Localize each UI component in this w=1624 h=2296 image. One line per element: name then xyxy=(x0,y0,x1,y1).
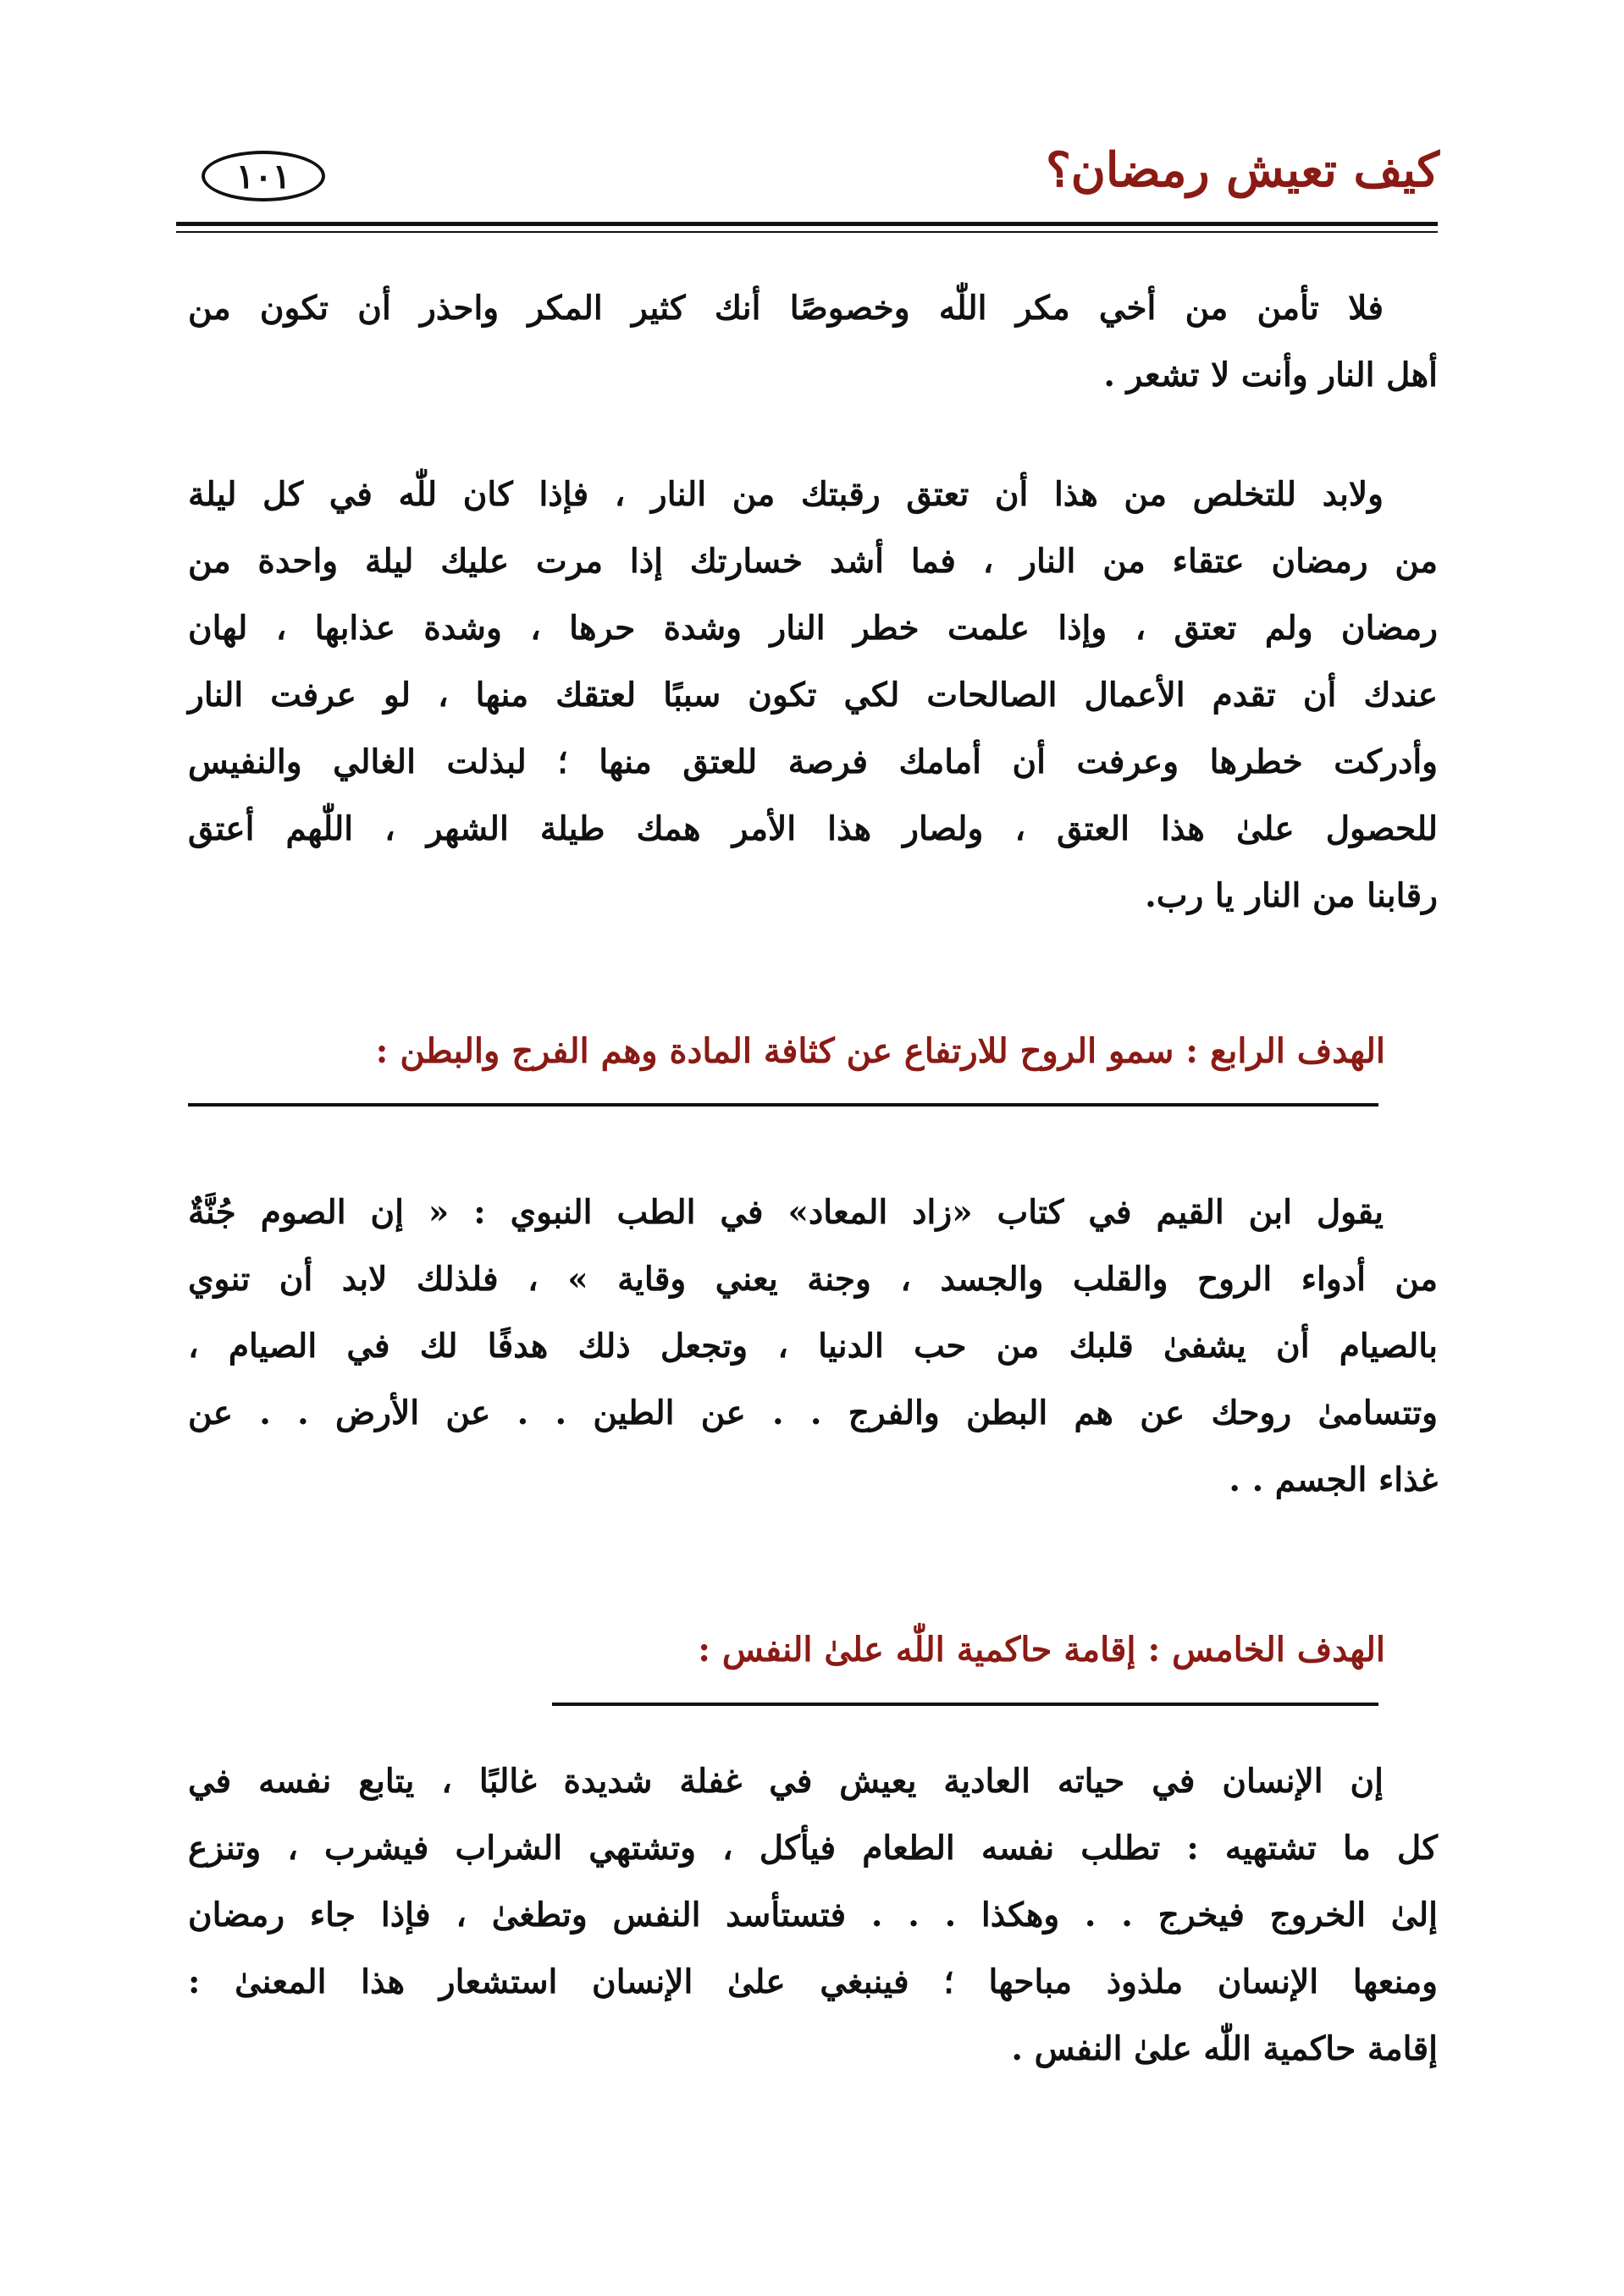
line: ومنعها الإنسان ملذوذ مباحها ؛ فينبغي علىٰ الإنسان استشعار هذا المعنىٰ : xyxy=(188,1962,1438,2001)
header-rule-thick xyxy=(176,222,1438,226)
paragraph-1 xyxy=(188,275,1438,409)
line: ولابد للتخلص من هذا أن تعتق رقبتك من النار ، فإذا كان للّٰه في كل ليلة xyxy=(188,475,1384,514)
header-rule-thin xyxy=(176,231,1438,233)
line: يقول ابن القيم في كتاب «زاد المعاد» في الطب النبوي : « إن الصوم جُنَّةٌ xyxy=(188,1193,1384,1232)
line: رمضان ولم تعتق ، وإذا علمت خطر النار وشدة حرها ، وشدة عذابها ، لهان xyxy=(188,609,1438,648)
line: إقامة حاكمية اللّٰه علىٰ النفس . xyxy=(1011,2029,1438,2068)
paragraph-3 xyxy=(188,1179,1438,1514)
line: غذاء الجسم . . xyxy=(1229,1460,1438,1499)
line: وتتسامىٰ روحك عن هم البطن والفرج . . عن الطين . . عن الأرض . . عن xyxy=(188,1394,1438,1432)
line: إن الإنسان في حياته العادية يعيش في غفلة شديدة غالبًا ، يتابع نفسه في xyxy=(188,1762,1384,1801)
line: عندك أن تقدم الأعمال الصالحات لكي تكون سببًا لعتقك منها ، لو عرفت النار xyxy=(188,676,1438,715)
line: إلىٰ الخروج فيخرج . . وهكذا . . . فتستأسد النفس وتطغىٰ ، فإذا جاء رمضان xyxy=(188,1896,1439,1934)
line: كل ما تشتهيه : تطلب نفسه الطعام فيأكل ، وتشتهي الشراب فيشرب ، وتنزع xyxy=(188,1829,1438,1868)
page-number-badge: ١٠١ xyxy=(202,151,325,201)
paragraph-4 xyxy=(188,1748,1438,2083)
section-heading: الهدف الخامس : إقامة حاكمية اللّٰه علىٰ النفس : xyxy=(698,1630,1385,1670)
line: بالصيام أن يشفىٰ قلبك من حب الدنيا ، وتجعل ذلك هدفًا لك في الصيام ، xyxy=(188,1327,1438,1366)
line: للحصول علىٰ هذا العتق ، ولصار هذا الأمر همك طيلة الشهر ، اللّٰهم أعتق xyxy=(188,809,1438,848)
heading-rule xyxy=(552,1703,1378,1706)
heading-rule xyxy=(188,1103,1378,1107)
line: أهل النار وأنت لا تشعر . xyxy=(1103,356,1438,395)
line: فلا تأمن من أخي مكر اللّٰه وخصوصًا أنك كثير المكر واحذر أن تكون من xyxy=(188,289,1384,328)
section-heading: الهدف الرابع : سمو الروح للارتفاع عن كثافة المادة وهم الفرج والبطن : xyxy=(375,1031,1385,1071)
line: من رمضان عتقاء من النار ، فما أشد خسارتك إذا مرت عليك ليلة واحدة من xyxy=(188,542,1438,581)
line: رقابنا من النار يا رب. xyxy=(1145,876,1438,915)
line: من أدواء الروح والقلب والجسد ، وجنة يعني وقاية » ، فلذلك لابد أن تنوي xyxy=(188,1260,1438,1299)
running-title: كيف تعيش رمضان؟ xyxy=(1046,142,1439,198)
line: وأدركت خطرها وعرفت أن أمامك فرصة للعتق منها ؛ لبذلت الغالي والنفيس xyxy=(188,742,1438,781)
paragraph-2 xyxy=(188,461,1438,930)
